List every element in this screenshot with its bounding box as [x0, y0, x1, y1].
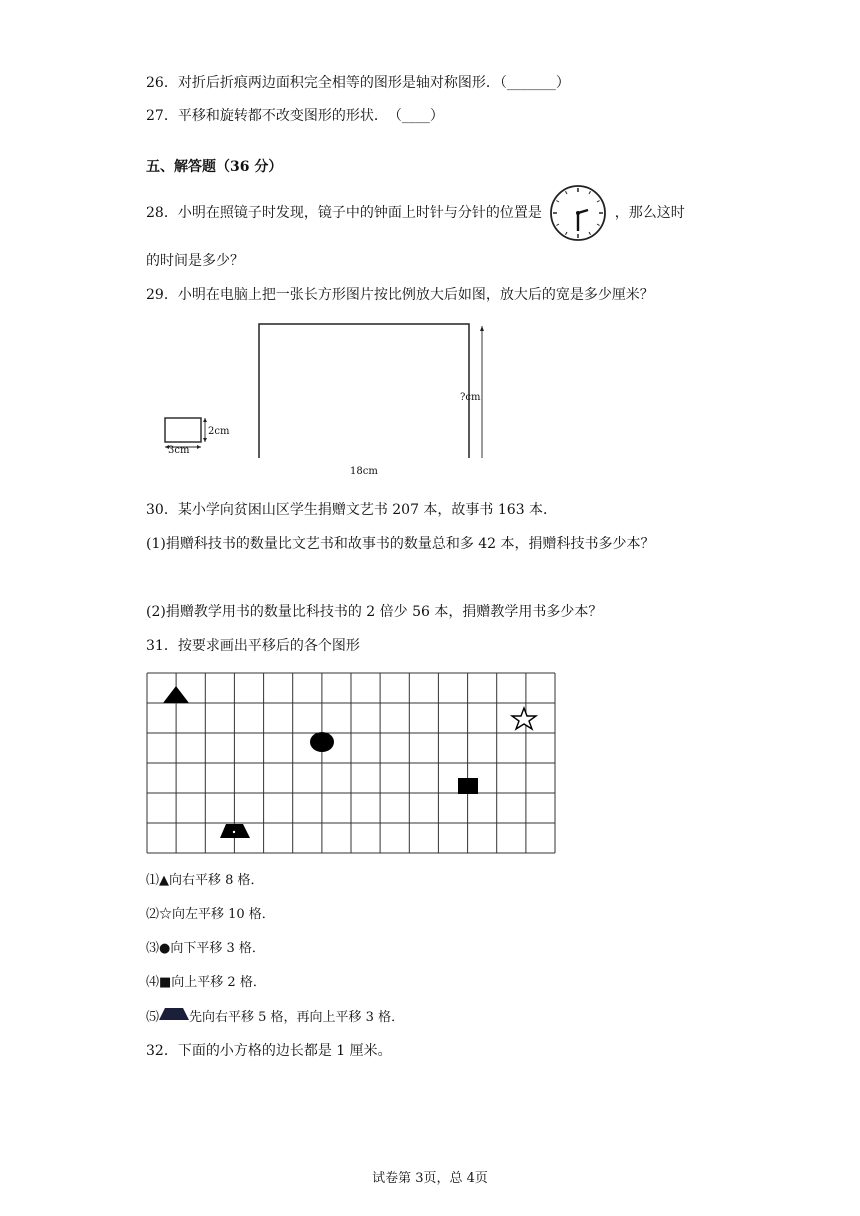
- rectangle-enlargement-figure: [160, 318, 500, 477]
- question-28: [146, 203, 685, 223]
- question-26: 26．对折后折痕两边面积完全相等的图形是轴对称图形．（_______）: [146, 75, 570, 91]
- small-height-label: 2cm: [208, 426, 230, 437]
- question-32: 32．下面的小方格的边长都是 1 厘米。: [146, 1043, 392, 1059]
- question-31-item-2: ⑵☆向左平移 10 格．: [146, 907, 275, 922]
- star-shape: [512, 708, 536, 729]
- trapezoid-icon: [159, 1007, 189, 1028]
- trapezoid-shape: [220, 824, 250, 838]
- question-28-continued: 的时间是多少？: [146, 253, 244, 269]
- big-width-label: 18cm: [350, 466, 378, 477]
- section-heading: 五、解答题（36 分）: [146, 159, 283, 175]
- square-shape: [458, 778, 478, 794]
- question-29: 29．小明在电脑上把一张长方形图片按比例放大后如图，放大后的宽是多少厘米？: [146, 287, 654, 303]
- clock-icon: [546, 203, 610, 223]
- question-31-item-5-text: 先向右平移 5 格，再向上平移 3 格．: [189, 1010, 405, 1025]
- question-31: 31．按要求画出平移后的各个图形: [146, 638, 360, 654]
- grid-lines: [147, 673, 555, 853]
- large-rectangle: [259, 324, 469, 458]
- big-height-label: ?cm: [460, 392, 481, 403]
- small-width-label: 3cm: [168, 445, 190, 456]
- question-31-item-5-number: ⑸: [146, 1010, 160, 1025]
- question-31-item-5: [146, 1007, 404, 1028]
- question-30-part-2: (2)捐赠教学用书的数量比科技书的 2 倍少 56 本，捐赠教学用书多少本？: [146, 604, 603, 620]
- translation-grid-figure: [146, 672, 558, 856]
- question-28-text-a: 28．小明在照镜子时发现，镜子中的钟面上时针与分针的位置是: [146, 205, 542, 221]
- question-31-item-3: ⑶●向下平移 3 格．: [146, 941, 265, 956]
- question-30: 30．某小学向贫困山区学生捐赠文艺书 207 本，故事书 163 本．: [146, 502, 558, 518]
- question-28-text-b: ，那么这时: [614, 205, 685, 221]
- page-footer: 试卷第 3页，总 4页: [372, 1171, 488, 1186]
- circle-shape: [310, 732, 334, 752]
- question-30-part-1: (1)捐赠科技书的数量比文艺书和故事书的数量总和多 42 本，捐赠科技书多少本？: [146, 536, 655, 552]
- small-rectangle: [165, 418, 201, 442]
- question-27: 27．平移和旋转都不改变图形的形状． （____）: [146, 108, 444, 124]
- triangle-shape: [163, 686, 189, 703]
- question-31-item-4: ⑷■向上平移 2 格．: [146, 975, 266, 990]
- question-31-item-1: ⑴▲向右平移 8 格．: [146, 873, 264, 888]
